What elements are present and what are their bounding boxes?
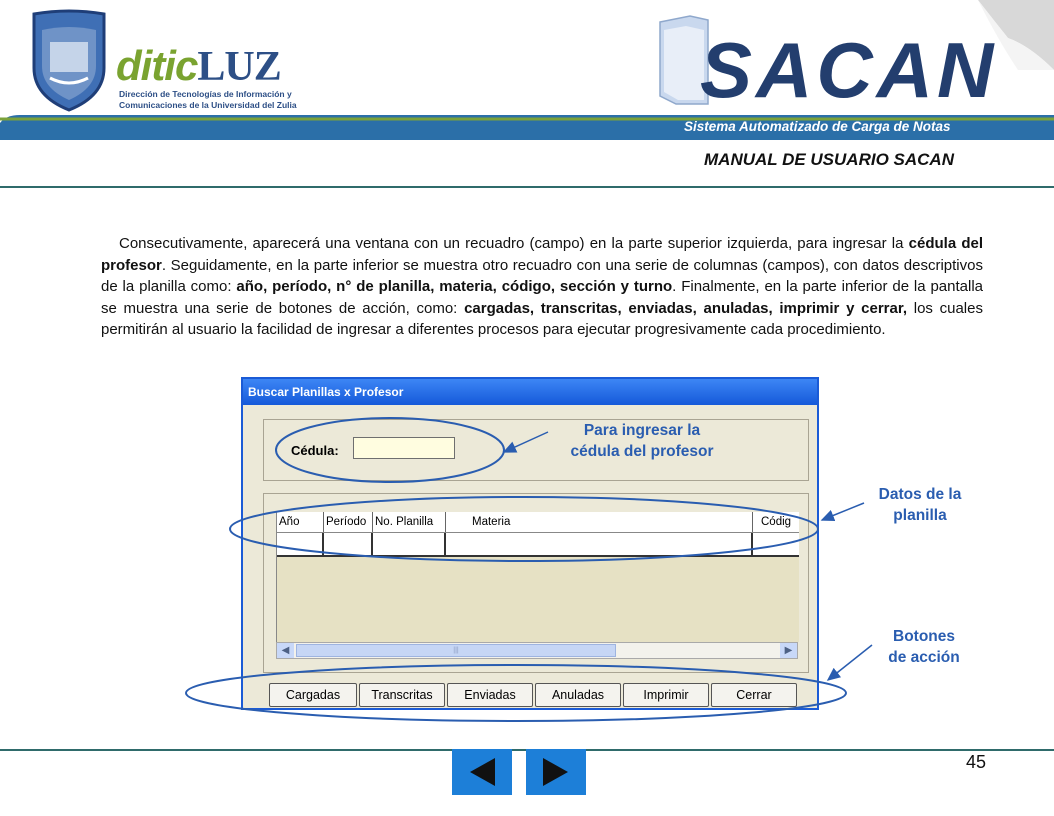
body-paragraph <box>101 233 983 341</box>
imprimir-button[interactable]: Imprimir <box>623 683 709 707</box>
window-title: Buscar Planillas x Profesor <box>243 379 817 405</box>
next-page-button[interactable] <box>526 749 586 795</box>
ditic-word-part: ditic <box>116 42 198 89</box>
table-cell[interactable] <box>446 533 753 555</box>
datos-callout <box>860 484 980 526</box>
paragraph-text-segment: los cuales permitirán al usuario la facilidad de ingresar a diferentes procesos para ejecutar progresivamente cada procedimiento. <box>101 299 983 339</box>
sacan-tagline: Sistema Automatizado de Carga de Notas <box>684 119 951 134</box>
cedula-label: Cédula: <box>291 443 339 458</box>
anuladas-button[interactable]: Anuladas <box>535 683 621 707</box>
planillas-grid <box>276 512 799 642</box>
triangle-right-icon <box>526 749 586 795</box>
scroll-right-icon[interactable]: ▶ <box>780 643 797 658</box>
datos-callout-line-2: planilla <box>893 507 947 524</box>
triangle-left-icon <box>452 749 512 795</box>
column-header-periodo[interactable]: Período <box>324 512 373 532</box>
column-header-codigo[interactable]: Códig <box>761 516 792 528</box>
university-seal-graphic <box>28 8 110 112</box>
page-curl-decoration <box>978 0 1054 70</box>
table-cell[interactable] <box>753 533 799 555</box>
luz-word-part: LUZ <box>197 44 281 90</box>
cedula-callout-line-2: cédula del profesor <box>570 443 714 460</box>
datos-arrow <box>822 503 864 520</box>
enviadas-button[interactable]: Enviadas <box>447 683 533 707</box>
header-divider <box>0 186 1054 188</box>
ditic-luz-logo <box>116 42 326 114</box>
botones-callout-line-1: Botones <box>893 628 955 645</box>
botones-callout <box>868 626 980 668</box>
page-number: 45 <box>966 752 987 772</box>
column-header-materia[interactable]: Materia <box>446 512 753 532</box>
botones-arrow <box>828 645 872 680</box>
cedula-input[interactable] <box>353 437 455 459</box>
horizontal-scrollbar[interactable] <box>276 642 798 659</box>
column-header-no-planilla[interactable]: No. Planilla <box>373 512 446 532</box>
paragraph-bold-text: año, período, n° de planilla, materia, código, sección y turno <box>236 278 673 296</box>
university-seal <box>28 8 110 112</box>
ditic-subtitle-line-2: Comunicaciones de la Universidad del Zulia <box>119 100 297 110</box>
cerrar-button[interactable]: Cerrar <box>711 683 797 707</box>
scroll-thumb[interactable]: ||| <box>296 644 616 657</box>
paragraph-bold-text: cargadas, transcritas, enviadas, anuladas, imprimir y cerrar, <box>464 299 908 317</box>
cedula-callout <box>552 420 732 462</box>
sacan-logo: SACAN <box>700 26 998 114</box>
paragraph-text-segment: . Seguidamente, en la parte inferior se muestra otro recuadro con una serie de columnas (campos), con datos descriptivos de la planilla como: <box>101 256 983 296</box>
botones-callout-line-2: de acción <box>888 649 960 666</box>
prev-page-button[interactable] <box>452 749 512 795</box>
scroll-left-icon[interactable]: ◀ <box>277 643 294 658</box>
manual-title: MANUAL DE USUARIO SACAN <box>704 150 954 169</box>
cargadas-button[interactable]: Cargadas <box>269 683 357 707</box>
paragraph-text-segment: . Finalmente, en la parte inferior de la pantalla se muestra una serie de botones de acción, como: <box>101 278 983 317</box>
table-row[interactable] <box>277 533 799 557</box>
paragraph-text <box>101 233 983 341</box>
table-cell[interactable] <box>324 533 373 555</box>
transcritas-button[interactable]: Transcritas <box>359 683 445 707</box>
column-header-ano[interactable]: Año <box>277 512 324 532</box>
paragraph-bold-text: cédula del profesor <box>101 235 983 274</box>
ditic-subtitle-line-1: Dirección de Tecnologías de Información y <box>119 89 292 99</box>
ditic-wordmark <box>116 42 281 91</box>
table-cell[interactable] <box>373 533 446 555</box>
grid-header-row <box>277 512 799 533</box>
datos-callout-line-1: Datos de la <box>878 486 962 503</box>
table-cell[interactable] <box>277 533 324 555</box>
buscar-planillas-window <box>241 377 819 710</box>
cedula-callout-line-1: Para ingresar la <box>583 422 701 439</box>
paragraph-text-segment: Consecutivamente, aparecerá una ventana con un recuadro (campo) en la parte superior izquierda, para ingresar la <box>119 235 909 252</box>
